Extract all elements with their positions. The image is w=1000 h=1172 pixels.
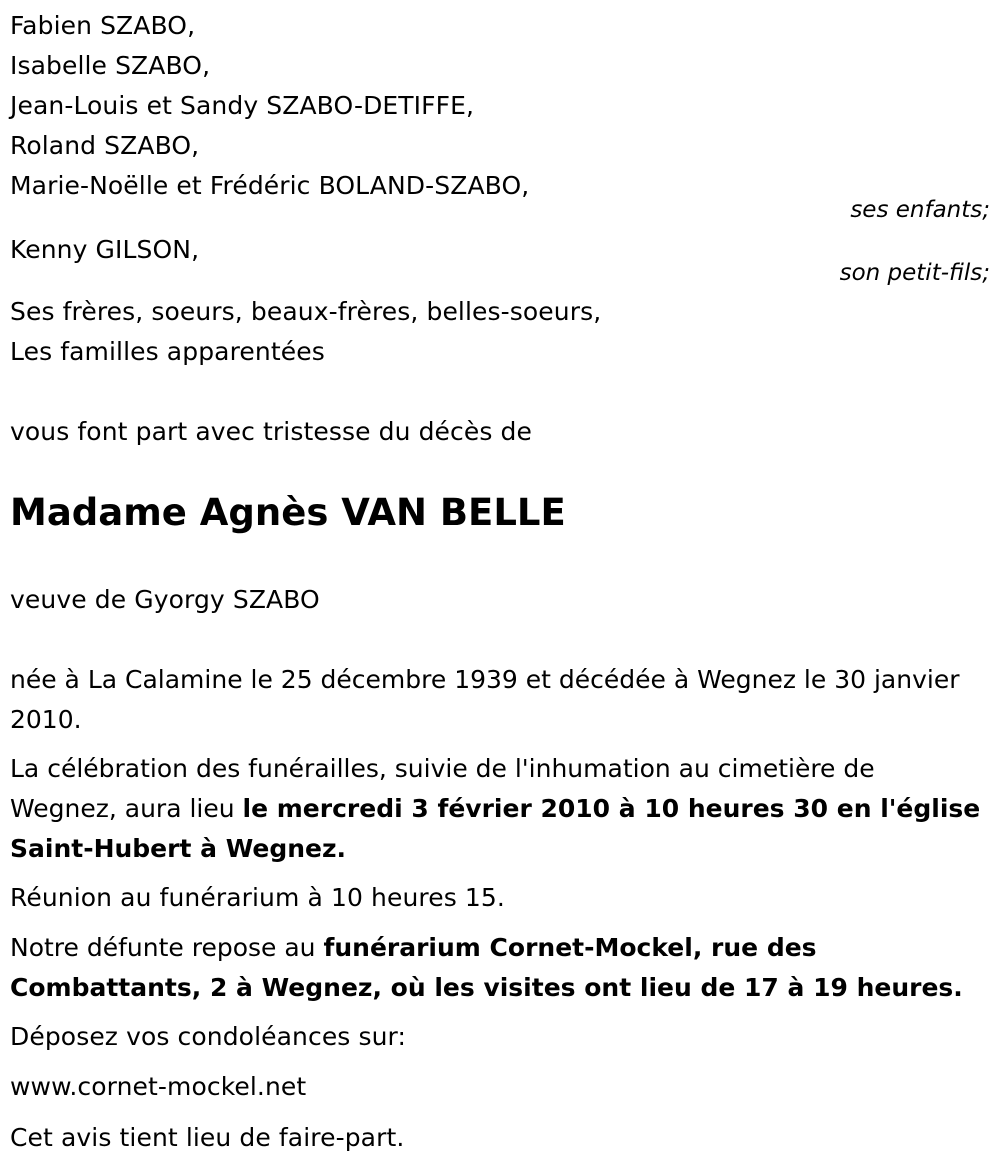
child-name: Fabien SZABO, [10,11,196,40]
birth-death-dates: née à La Calamine le 25 décembre 1939 et décédée à Wegnez le 30 janvier 2010. [10,665,960,734]
child-name: Marie-Noëlle et Frédéric BOLAND-SZABO, [10,171,530,200]
child-name: Roland SZABO, [10,131,200,160]
repose-details: funérarium Cornet-Mockel, rue des Combattants, 2 à Wegnez, où les visites ont lieu de 17 à 19 heures. [10,933,963,1002]
grandchild-name: Kenny GILSON, [10,235,200,264]
relatives-line: Ses frères, soeurs, beaux-frères, belles-soeurs, [10,297,602,326]
ceremony-intro: La célébration des funérailles, suivie de l'inhumation au cimetière de Wegnez, aura lieu [10,754,875,823]
announcement-text: vous font part avec tristesse du décès de [10,417,532,446]
repose-intro: Notre défunte repose au [10,933,324,962]
child-name: Jean-Louis et Sandy SZABO-DETIFFE, [10,91,475,120]
meeting-info: Réunion au funérarium à 10 heures 15. [10,883,505,912]
website-link[interactable]: www.cornet-mockel.net [10,1072,307,1101]
repose-paragraph [10,928,985,1008]
condolences-label: Déposez vos condoléances sur: [10,1022,407,1051]
ceremony-paragraph [10,749,985,869]
children-role: ses enfants; [850,197,990,223]
deceased-name: Madame Agnès VAN BELLE [10,491,566,534]
relatives-line: Les familles apparentées [10,337,325,366]
grandchild-role: son petit-fils; [839,260,990,286]
widow-of: veuve de Gyorgy SZABO [10,585,320,614]
ceremony-details: le mercredi 3 février 2010 à 10 heures 30 en l'église Saint-Hubert à Wegnez. [10,794,981,863]
child-name: Isabelle SZABO, [10,51,211,80]
notice-text: Cet avis tient lieu de faire-part. [10,1123,405,1152]
